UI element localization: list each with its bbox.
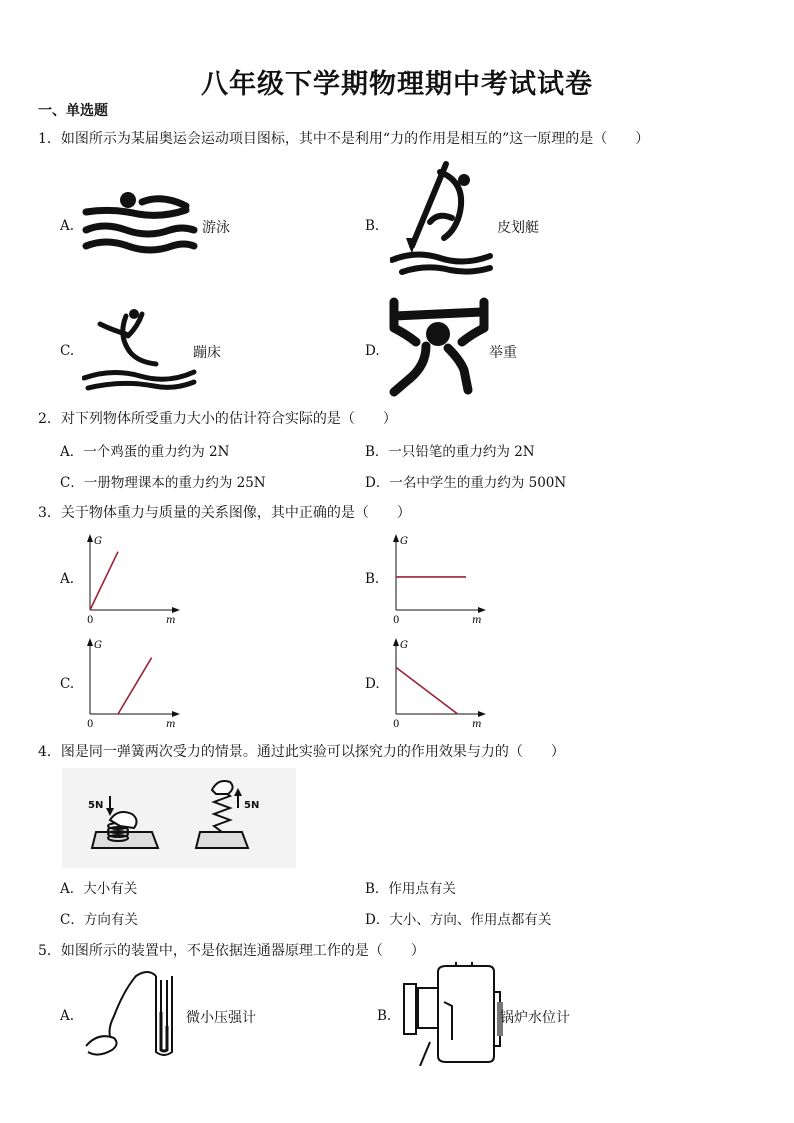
- x-axis-arrow: [172, 607, 180, 613]
- section-heading: 一、单选题: [38, 103, 108, 119]
- q5-option-a-label: 微小压强计: [186, 1010, 256, 1026]
- q4-option-d: D．大小、方向、作用点都有关: [365, 912, 552, 928]
- q1-option-d-label: 举重: [489, 345, 517, 361]
- x-axis-label: m: [472, 615, 482, 624]
- figure-background: [62, 768, 296, 868]
- q5-option-a-letter: A.: [60, 1008, 75, 1024]
- x-axis-arrow: [172, 711, 180, 717]
- y-axis-label: G: [94, 640, 102, 651]
- q2-option-a: A．一个鸡蛋的重力约为 2N: [60, 444, 230, 460]
- series-line: [396, 667, 458, 714]
- canoe-pictogram-icon: [390, 160, 496, 275]
- weightlifting-pictogram-icon: [386, 296, 490, 400]
- y-axis-arrow: [87, 534, 93, 542]
- question-3-stem: 3．关于物体重力与质量的关系图像，其中正确的是（ ）: [38, 505, 411, 521]
- spring-experiment-figure: [62, 768, 296, 868]
- q5-option-b-letter: B.: [377, 1008, 392, 1024]
- q1-option-b-label: 皮划艇: [497, 220, 539, 236]
- series-line: [90, 552, 118, 610]
- micro-pressure-gauge-figure: [84, 966, 188, 1060]
- y-axis-arrow: [87, 638, 93, 646]
- q1-option-d-letter: D.: [365, 343, 380, 359]
- y-axis-label: G: [94, 536, 102, 547]
- q1-option-a-letter: A.: [60, 218, 75, 234]
- q5-option-b-label: 锅炉水位计: [500, 1010, 570, 1026]
- question-4-stem: 4．图是同一弹簧两次受力的情景。通过此实验可以探究力的作用效果与力的（ ）: [38, 744, 565, 760]
- q1-option-c-letter: C.: [60, 343, 75, 359]
- q2-option-d: D．一名中学生的重力约为 500N: [365, 475, 567, 491]
- y-axis-arrow: [393, 534, 399, 542]
- origin-label: 0: [87, 615, 94, 624]
- question-2-stem: 2．对下列物体所受重力大小的估计符合实际的是（ ）: [38, 411, 397, 427]
- origin-label: 0: [393, 719, 400, 728]
- q2-option-c: C．一册物理课本的重力约为 25N: [60, 475, 266, 491]
- trampoline-pictogram-icon: [82, 306, 198, 396]
- y-axis-label: G: [400, 536, 408, 547]
- q3-option-b-letter: B.: [365, 571, 380, 587]
- y-axis-arrow: [393, 638, 399, 646]
- x-axis-label: m: [472, 719, 482, 728]
- q1-option-a-label: 游泳: [202, 220, 230, 236]
- q4-option-c: C．方向有关: [60, 912, 138, 928]
- origin-label: 0: [393, 615, 400, 624]
- x-axis-label: m: [166, 719, 176, 728]
- q3-graph-d: [388, 636, 488, 728]
- x-axis-arrow: [478, 711, 486, 717]
- q3-graph-c: [82, 636, 182, 728]
- series-line: [118, 658, 152, 714]
- q4-option-a: A．大小有关: [60, 881, 138, 897]
- q3-graph-b: [388, 532, 488, 624]
- origin-label: 0: [87, 719, 94, 728]
- x-axis-label: m: [166, 615, 176, 624]
- q1-option-c-label: 蹦床: [193, 345, 221, 361]
- q2-option-b: B．一只铅笔的重力约为 2N: [365, 444, 535, 460]
- page-title: 八年级下学期物理期中考试试卷: [201, 69, 593, 100]
- y-axis-label: G: [400, 640, 408, 651]
- boiler-water-gauge-figure: [400, 962, 504, 1066]
- q3-graph-a: [82, 532, 182, 624]
- question-5-stem: 5．如图所示的装置中，不是依据连通器原理工作的是（ ）: [38, 943, 425, 959]
- q3-option-d-letter: D.: [365, 676, 380, 692]
- q3-option-c-letter: C.: [60, 676, 75, 692]
- question-1-stem: 1．如图所示为某届奥运会运动项目图标，其中不是利用“力的作用是相互的”这一原理的是（ ）: [38, 131, 650, 147]
- force-label-left: 5N: [88, 800, 104, 811]
- swimming-pictogram-icon: [82, 188, 202, 260]
- q4-option-b: B．作用点有关: [365, 881, 456, 897]
- q1-option-b-letter: B.: [365, 218, 380, 234]
- force-label-right: 5N: [244, 800, 260, 811]
- x-axis-arrow: [478, 607, 486, 613]
- q3-option-a-letter: A.: [60, 571, 75, 587]
